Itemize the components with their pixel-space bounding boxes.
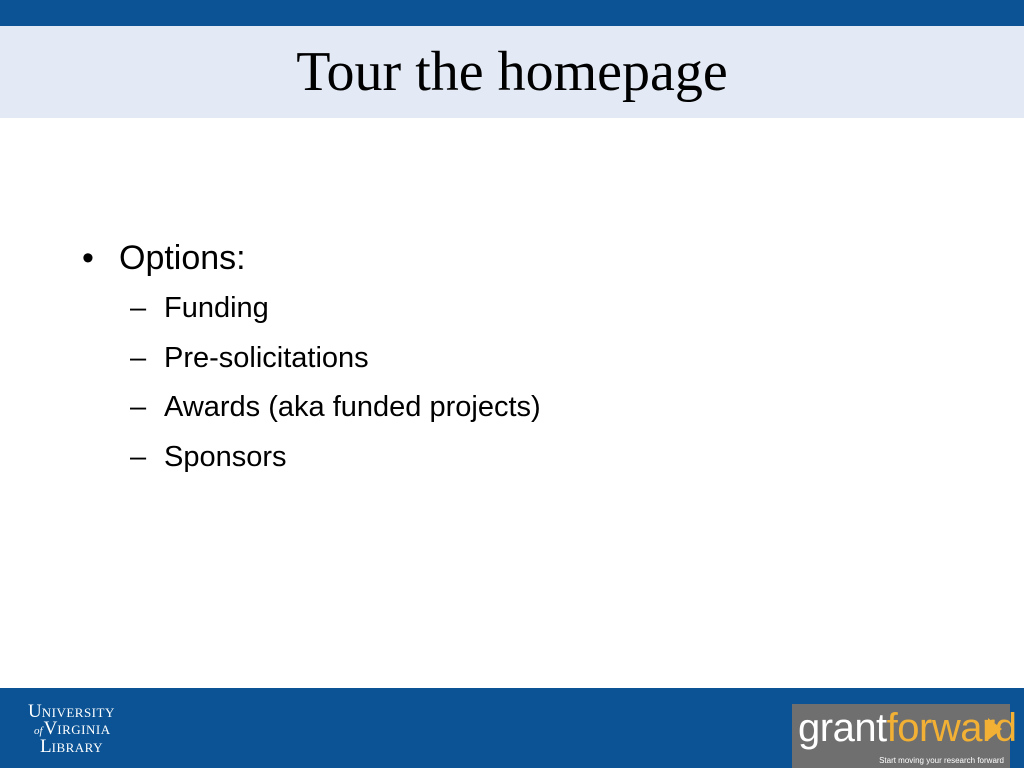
- sub-bullet-list: [82, 284, 942, 482]
- uva-library-logo: [28, 701, 140, 757]
- sub-bullet-marker: –: [130, 440, 147, 473]
- slide-content: [82, 236, 942, 482]
- grantforward-wordmark: grantforward: [798, 706, 1017, 750]
- sub-bullet-label: Sponsors: [164, 440, 287, 473]
- grantforward-logo: [792, 704, 1017, 768]
- sub-bullet-awards: [82, 383, 942, 433]
- arrow-right-icon: [988, 718, 1002, 740]
- sub-bullet-sponsors: [82, 433, 942, 483]
- uva-logo-line-university: UNIVERSITY: [28, 701, 115, 722]
- bullet-label: Options:: [119, 239, 246, 277]
- bullet-options: [82, 236, 942, 280]
- sub-bullet-marker: –: [130, 341, 147, 374]
- sub-bullet-marker: –: [130, 391, 147, 423]
- sub-bullet-label: Awards (aka funded projects): [164, 391, 541, 423]
- sub-bullet-label: Funding: [164, 292, 269, 324]
- grantforward-tagline: Start moving your research forward: [879, 756, 1004, 765]
- bullet-marker: •: [82, 239, 94, 277]
- sub-bullet-pre-solicitations: [82, 334, 942, 384]
- slide-title: Tour the homepage: [296, 41, 728, 103]
- sub-bullet-marker: –: [130, 292, 147, 324]
- uva-logo-line-virginia: ofVIRGINIA: [34, 718, 111, 739]
- sub-bullet-label: Pre-solicitations: [164, 341, 369, 374]
- uva-logo-line-library: LIBRARY: [40, 736, 104, 757]
- title-band: [0, 26, 1024, 118]
- sub-bullet-funding: [82, 284, 942, 334]
